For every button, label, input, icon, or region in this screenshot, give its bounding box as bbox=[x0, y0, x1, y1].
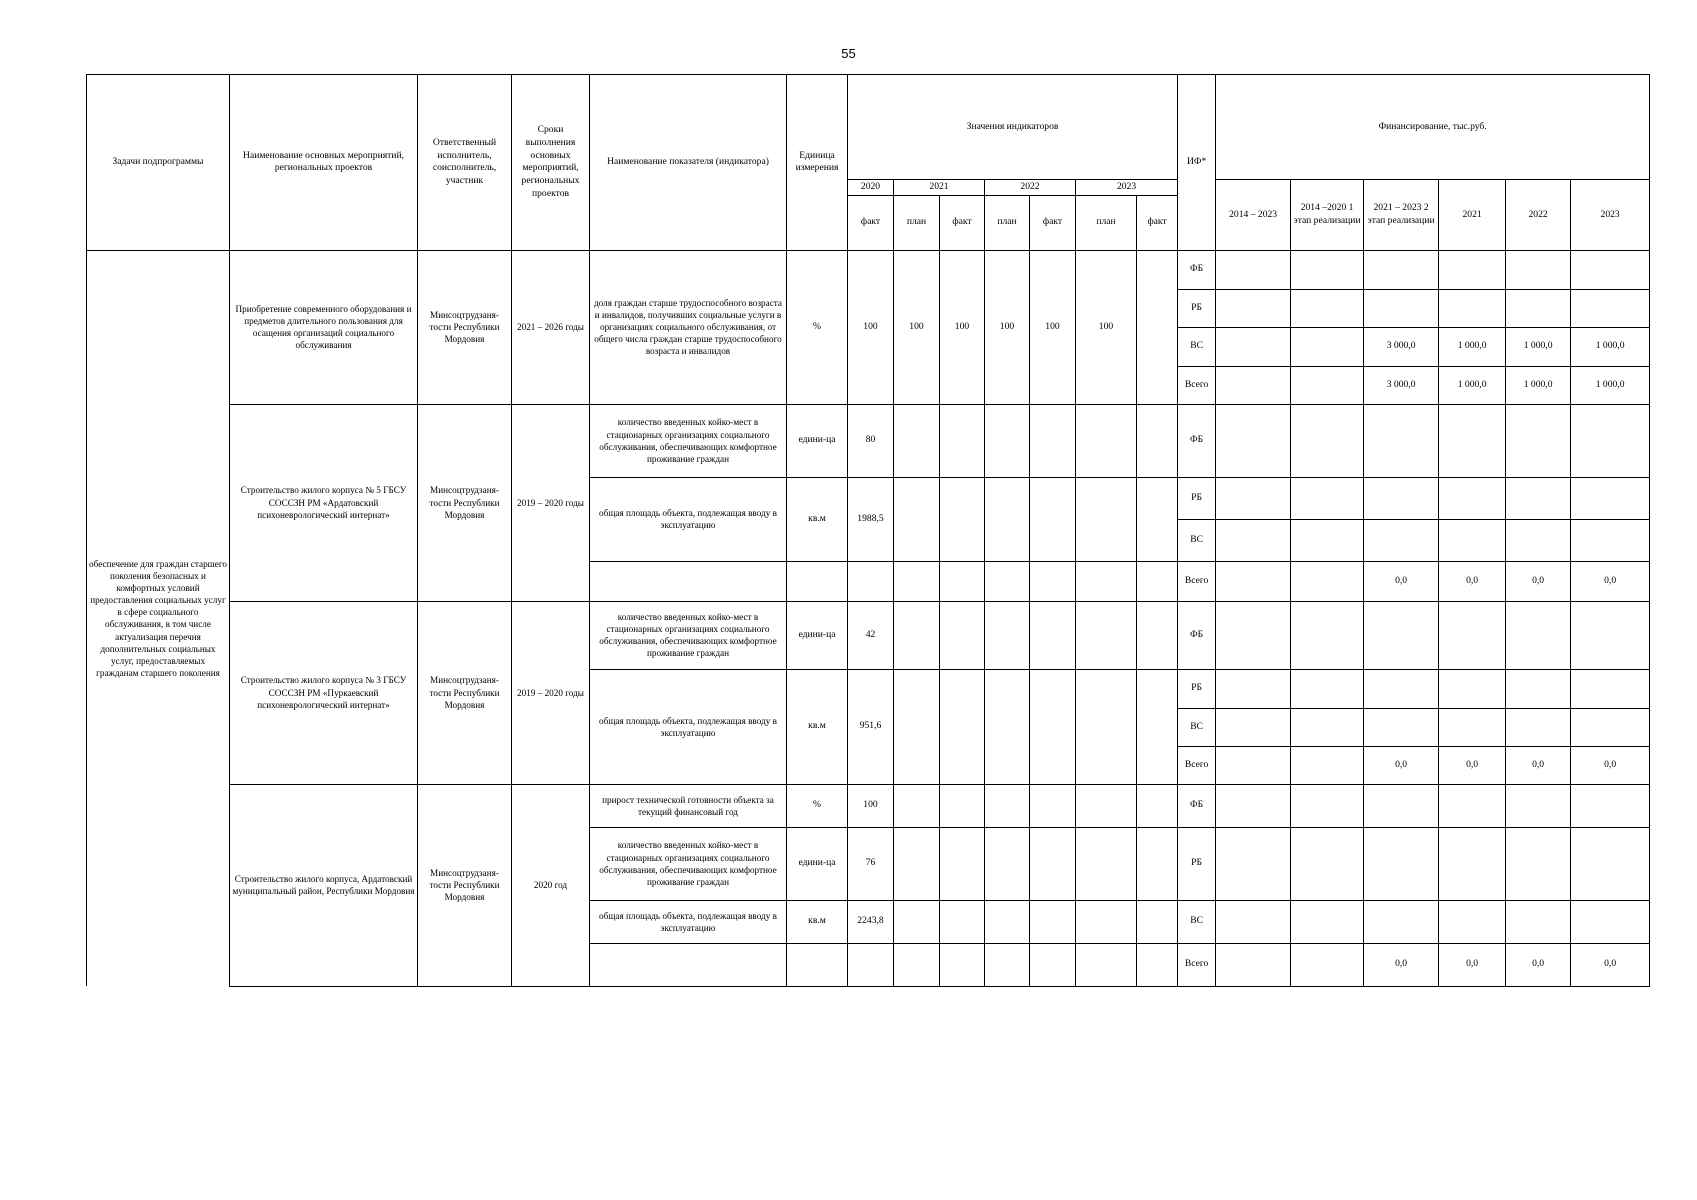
indicator-value bbox=[1076, 669, 1137, 784]
source-cell: ВС bbox=[1178, 708, 1216, 746]
indicator-value bbox=[1137, 784, 1178, 827]
indicator-value bbox=[1030, 669, 1076, 784]
header-year: 2021 bbox=[894, 180, 985, 196]
indicator-value bbox=[1076, 943, 1137, 986]
fin-value bbox=[1439, 669, 1506, 708]
fin-value bbox=[1216, 669, 1291, 708]
fin-value bbox=[1439, 519, 1506, 561]
source-cell: ФБ bbox=[1178, 601, 1216, 669]
indicator-name: прирост технической готовности объекта за текущий финансовый год bbox=[590, 784, 787, 827]
fin-value: 0,0 bbox=[1571, 746, 1650, 784]
indicator-unit bbox=[787, 561, 848, 601]
indicator-value bbox=[1137, 827, 1178, 900]
fin-value: 0,0 bbox=[1364, 746, 1439, 784]
header-fin-col: 2022 bbox=[1506, 180, 1571, 251]
fin-value: 3 000,0 bbox=[1364, 327, 1439, 366]
fin-value bbox=[1364, 477, 1439, 519]
table-row bbox=[87, 784, 1650, 827]
indicator-unit bbox=[787, 943, 848, 986]
indicator-value: 100 bbox=[894, 250, 940, 404]
indicator-value bbox=[940, 784, 985, 827]
fin-value bbox=[1291, 289, 1364, 327]
fin-value bbox=[1291, 250, 1364, 289]
indicator-unit: кв.м bbox=[787, 669, 848, 784]
fin-value: 0,0 bbox=[1439, 746, 1506, 784]
fin-value bbox=[1506, 669, 1571, 708]
indicator-value bbox=[985, 943, 1030, 986]
indicator-value: 100 bbox=[1030, 250, 1076, 404]
fin-value bbox=[1506, 708, 1571, 746]
fin-value bbox=[1364, 669, 1439, 708]
fin-value: 3 000,0 bbox=[1364, 366, 1439, 404]
indicator-value bbox=[894, 943, 940, 986]
indicator-name: общая площадь объекта, подлежащая вводу в эксплуатацию bbox=[590, 669, 787, 784]
indicator-value bbox=[1137, 943, 1178, 986]
source-cell: ФБ bbox=[1178, 250, 1216, 289]
fin-value bbox=[1506, 784, 1571, 827]
indicator-unit: % bbox=[787, 784, 848, 827]
header-unit: Единица измерения bbox=[787, 75, 848, 251]
indicator-value bbox=[940, 477, 985, 561]
fin-value: 1 000,0 bbox=[1571, 366, 1650, 404]
fin-value: 1 000,0 bbox=[1506, 366, 1571, 404]
fin-value: 0,0 bbox=[1506, 746, 1571, 784]
terms-cell: 2021 – 2026 годы bbox=[512, 250, 590, 404]
indicator-value bbox=[940, 404, 985, 477]
indicator-value: 80 bbox=[848, 404, 894, 477]
indicator-value bbox=[848, 943, 894, 986]
fin-value bbox=[1571, 669, 1650, 708]
fin-value: 0,0 bbox=[1439, 943, 1506, 986]
fin-value bbox=[1291, 708, 1364, 746]
fin-value bbox=[1291, 827, 1364, 900]
indicator-value bbox=[1076, 784, 1137, 827]
terms-cell: 2019 – 2020 годы bbox=[512, 601, 590, 784]
indicator-value bbox=[985, 827, 1030, 900]
fin-value bbox=[1364, 827, 1439, 900]
table-body bbox=[87, 250, 1650, 986]
header-indicator-values: Значения индикаторов bbox=[848, 75, 1178, 180]
table-row bbox=[87, 250, 1650, 289]
header-year: 2023 bbox=[1076, 180, 1178, 196]
fin-value bbox=[1291, 784, 1364, 827]
activity-cell: Приобретение современного оборудования и предметов длительного пользования для осащения организаций социального обслуживания bbox=[230, 250, 418, 404]
indicator-name: количество введенных койко-мест в стационарных организациях социального обслуживания, обеспечивающих комфортное проживание граждан bbox=[590, 827, 787, 900]
header-value-col: факт bbox=[940, 195, 985, 250]
page-number: 55 bbox=[841, 46, 856, 61]
fin-value bbox=[1216, 900, 1291, 943]
indicator-name: доля граждан старше трудоспособного возраста и инвалидов, получивших социальные услуги в организациях социального обслуживания, от общего числа граждан старше трудоспособного возраста и инвалидов bbox=[590, 250, 787, 404]
fin-value bbox=[1571, 827, 1650, 900]
fin-value bbox=[1291, 746, 1364, 784]
fin-value bbox=[1216, 943, 1291, 986]
indicator-value: 2243,8 bbox=[848, 900, 894, 943]
indicator-value bbox=[1030, 561, 1076, 601]
indicator-value bbox=[1137, 669, 1178, 784]
indicator-value: 76 bbox=[848, 827, 894, 900]
fin-value: 0,0 bbox=[1439, 561, 1506, 601]
header-fin-col: 2014 – 2023 bbox=[1216, 180, 1291, 251]
indicator-value bbox=[1076, 404, 1137, 477]
fin-value bbox=[1439, 250, 1506, 289]
indicator-value bbox=[1137, 601, 1178, 669]
fin-value bbox=[1439, 404, 1506, 477]
indicator-value bbox=[1076, 900, 1137, 943]
indicator-value bbox=[1030, 477, 1076, 561]
indicator-value bbox=[940, 900, 985, 943]
indicator-value bbox=[940, 669, 985, 784]
fin-value: 0,0 bbox=[1364, 943, 1439, 986]
fin-value bbox=[1571, 250, 1650, 289]
header-value-col: факт bbox=[848, 195, 894, 250]
source-cell: ВС bbox=[1178, 519, 1216, 561]
fin-value bbox=[1364, 519, 1439, 561]
indicator-unit: кв.м bbox=[787, 900, 848, 943]
fin-value bbox=[1506, 250, 1571, 289]
program-table bbox=[86, 74, 1650, 987]
indicator-value: 1988,5 bbox=[848, 477, 894, 561]
indicator-name: количество введенных койко-мест в стационарных организациях социального обслуживания, обеспечивающих комфортное проживание граждан bbox=[590, 404, 787, 477]
fin-value bbox=[1216, 366, 1291, 404]
fin-value bbox=[1216, 746, 1291, 784]
fin-value bbox=[1439, 827, 1506, 900]
fin-value: 1 000,0 bbox=[1439, 327, 1506, 366]
indicator-value bbox=[894, 669, 940, 784]
fin-value bbox=[1571, 404, 1650, 477]
indicator-unit: кв.м bbox=[787, 477, 848, 561]
indicator-value: 100 bbox=[940, 250, 985, 404]
fin-value bbox=[1291, 900, 1364, 943]
indicator-unit: едини-ца bbox=[787, 404, 848, 477]
fin-value bbox=[1571, 900, 1650, 943]
indicator-value bbox=[894, 477, 940, 561]
fin-value bbox=[1439, 477, 1506, 519]
indicator-value bbox=[1030, 601, 1076, 669]
header-value-col: план bbox=[894, 195, 940, 250]
fin-value: 0,0 bbox=[1571, 943, 1650, 986]
source-cell: Всего bbox=[1178, 746, 1216, 784]
indicator-value bbox=[1076, 561, 1137, 601]
source-cell: РБ bbox=[1178, 289, 1216, 327]
fin-value bbox=[1291, 477, 1364, 519]
indicator-value bbox=[1030, 943, 1076, 986]
indicator-value bbox=[1137, 561, 1178, 601]
header-terms: Сроки выполнения основных мероприятий, региональных проектов bbox=[512, 75, 590, 251]
source-cell: ВС bbox=[1178, 900, 1216, 943]
fin-value bbox=[1364, 708, 1439, 746]
indicator-value bbox=[1137, 900, 1178, 943]
fin-value bbox=[1439, 708, 1506, 746]
fin-value bbox=[1571, 289, 1650, 327]
indicator-value bbox=[894, 900, 940, 943]
activity-cell: Строительство жилого корпуса № 5 ГБСУ СОССЗН РМ «Ардатовский психоневрологический интернат» bbox=[230, 404, 418, 601]
source-cell: РБ bbox=[1178, 477, 1216, 519]
indicator-name: количество введенных койко-мест в стационарных организациях социального обслуживания, обеспечивающих комфортное проживание граждан bbox=[590, 601, 787, 669]
fin-value bbox=[1216, 784, 1291, 827]
fin-value: 1 000,0 bbox=[1506, 327, 1571, 366]
header-fin-col: 2023 bbox=[1571, 180, 1650, 251]
source-cell: Всего bbox=[1178, 366, 1216, 404]
fin-value bbox=[1439, 784, 1506, 827]
fin-value bbox=[1506, 827, 1571, 900]
indicator-value bbox=[940, 827, 985, 900]
indicator-value bbox=[940, 943, 985, 986]
fin-value bbox=[1291, 327, 1364, 366]
indicator-value bbox=[985, 561, 1030, 601]
indicator-unit: едини-ца bbox=[787, 827, 848, 900]
source-cell: ФБ bbox=[1178, 784, 1216, 827]
indicator-value bbox=[1076, 601, 1137, 669]
indicator-value bbox=[940, 561, 985, 601]
activity-cell: Строительство жилого корпуса № 3 ГБСУ СОССЗН РМ «Пуркаевский психоневрологический интернат» bbox=[230, 601, 418, 784]
fin-value bbox=[1291, 519, 1364, 561]
fin-value bbox=[1506, 477, 1571, 519]
indicator-value bbox=[1030, 827, 1076, 900]
indicator-value bbox=[894, 404, 940, 477]
indicator-value bbox=[894, 784, 940, 827]
fin-value bbox=[1216, 289, 1291, 327]
header-tasks: Задачи подпрограммы bbox=[87, 75, 230, 251]
indicator-value bbox=[985, 669, 1030, 784]
fin-value bbox=[1364, 289, 1439, 327]
indicator-name bbox=[590, 561, 787, 601]
fin-value bbox=[1216, 601, 1291, 669]
fin-value bbox=[1571, 784, 1650, 827]
header-activities: Наименование основных мероприятий, региональных проектов bbox=[230, 75, 418, 251]
indicator-name bbox=[590, 943, 787, 986]
fin-value bbox=[1506, 601, 1571, 669]
fin-value bbox=[1439, 900, 1506, 943]
table-row bbox=[87, 404, 1650, 477]
indicator-value bbox=[1030, 900, 1076, 943]
activity-cell: Строительство жилого корпуса, Ардатовский муниципальный район, Республики Мордовия bbox=[230, 784, 418, 986]
fin-value bbox=[1291, 366, 1364, 404]
indicator-value bbox=[1137, 250, 1178, 404]
indicator-value bbox=[894, 827, 940, 900]
fin-value: 0,0 bbox=[1506, 943, 1571, 986]
indicator-value bbox=[1137, 477, 1178, 561]
fin-value bbox=[1291, 601, 1364, 669]
fin-value bbox=[1364, 784, 1439, 827]
fin-value bbox=[1571, 519, 1650, 561]
indicator-value bbox=[985, 601, 1030, 669]
fin-value bbox=[1506, 404, 1571, 477]
fin-value bbox=[1216, 519, 1291, 561]
fin-value bbox=[1216, 250, 1291, 289]
source-cell: Всего bbox=[1178, 943, 1216, 986]
indicator-value bbox=[985, 900, 1030, 943]
indicator-name: общая площадь объекта, подлежащая вводу в эксплуатацию bbox=[590, 477, 787, 561]
table-row bbox=[87, 601, 1650, 669]
indicator-value bbox=[985, 784, 1030, 827]
indicator-value bbox=[894, 601, 940, 669]
fin-value bbox=[1506, 519, 1571, 561]
fin-value bbox=[1364, 900, 1439, 943]
executor-cell: Минсоцтрудзаня-тости Республики Мордовия bbox=[418, 784, 512, 986]
fin-value bbox=[1439, 289, 1506, 327]
fin-value bbox=[1216, 561, 1291, 601]
source-cell: РБ bbox=[1178, 669, 1216, 708]
indicator-value bbox=[985, 477, 1030, 561]
source-cell: Всего bbox=[1178, 561, 1216, 601]
fin-value: 1 000,0 bbox=[1439, 366, 1506, 404]
header-value-col: факт bbox=[1030, 195, 1076, 250]
indicator-value bbox=[1137, 404, 1178, 477]
indicator-value: 100 bbox=[985, 250, 1030, 404]
fin-value bbox=[1364, 404, 1439, 477]
fin-value: 1 000,0 bbox=[1571, 327, 1650, 366]
indicator-value bbox=[848, 561, 894, 601]
header-value-col: план bbox=[985, 195, 1030, 250]
fin-value bbox=[1216, 708, 1291, 746]
fin-value bbox=[1571, 601, 1650, 669]
indicator-unit: едини-ца bbox=[787, 601, 848, 669]
fin-value bbox=[1571, 708, 1650, 746]
indicator-value bbox=[1030, 784, 1076, 827]
executor-cell: Минсоцтрудзаня-тости Республики Мордовия bbox=[418, 250, 512, 404]
executor-cell: Минсоцтрудзаня-тости Республики Мордовия bbox=[418, 601, 512, 784]
source-cell: ФБ bbox=[1178, 404, 1216, 477]
indicator-unit: % bbox=[787, 250, 848, 404]
indicator-name: общая площадь объекта, подлежащая вводу в эксплуатацию bbox=[590, 900, 787, 943]
fin-value bbox=[1571, 477, 1650, 519]
executor-cell: Минсоцтрудзаня-тости Республики Мордовия bbox=[418, 404, 512, 601]
indicator-value: 100 bbox=[1076, 250, 1137, 404]
indicator-value bbox=[940, 601, 985, 669]
fin-value bbox=[1364, 250, 1439, 289]
header-financing: Финансирование, тыс.руб. bbox=[1216, 75, 1650, 180]
indicator-value bbox=[1030, 404, 1076, 477]
header-year: 2022 bbox=[985, 180, 1076, 196]
fin-value bbox=[1439, 601, 1506, 669]
header-executor: Ответственный исполнитель, соисполнитель, участник bbox=[418, 75, 512, 251]
fin-value: 0,0 bbox=[1506, 561, 1571, 601]
fin-value bbox=[1216, 827, 1291, 900]
header-value-col: план bbox=[1076, 195, 1137, 250]
terms-cell: 2019 – 2020 годы bbox=[512, 404, 590, 601]
fin-value bbox=[1216, 327, 1291, 366]
header-fin-col: 2021 – 2023 2 этап реализации bbox=[1364, 180, 1439, 251]
fin-value bbox=[1291, 561, 1364, 601]
indicator-value bbox=[894, 561, 940, 601]
indicator-value: 951,6 bbox=[848, 669, 894, 784]
fin-value bbox=[1216, 477, 1291, 519]
fin-value bbox=[1291, 943, 1364, 986]
indicator-value: 100 bbox=[848, 784, 894, 827]
header-fin-col: 2021 bbox=[1439, 180, 1506, 251]
indicator-value bbox=[1076, 477, 1137, 561]
indicator-value bbox=[985, 404, 1030, 477]
header-indicator: Наименование показателя (индикатора) bbox=[590, 75, 787, 251]
task-cell: обеспечение для граждан старшего поколения безопасных и комфортных условий предоставления социальных услуг в сфере социального обслуживания, в том числе актуализация перечня дополнительных социальных услуг, предоставляемых гражданам старшего поколения bbox=[87, 250, 230, 986]
source-cell: РБ bbox=[1178, 827, 1216, 900]
header-fin-col: 2014 –2020 1 этап реализации bbox=[1291, 180, 1364, 251]
fin-value bbox=[1291, 404, 1364, 477]
fin-value bbox=[1216, 404, 1291, 477]
fin-value bbox=[1291, 669, 1364, 708]
indicator-value bbox=[1076, 827, 1137, 900]
fin-value bbox=[1506, 289, 1571, 327]
source-cell: ВС bbox=[1178, 327, 1216, 366]
indicator-value: 42 bbox=[848, 601, 894, 669]
fin-value: 0,0 bbox=[1364, 561, 1439, 601]
fin-value bbox=[1506, 900, 1571, 943]
terms-cell: 2020 год bbox=[512, 784, 590, 986]
header-year: 2020 bbox=[848, 180, 894, 196]
fin-value bbox=[1364, 601, 1439, 669]
header-value-col: факт bbox=[1137, 195, 1178, 250]
header-source: ИФ* bbox=[1178, 75, 1216, 251]
fin-value: 0,0 bbox=[1571, 561, 1650, 601]
indicator-value: 100 bbox=[848, 250, 894, 404]
